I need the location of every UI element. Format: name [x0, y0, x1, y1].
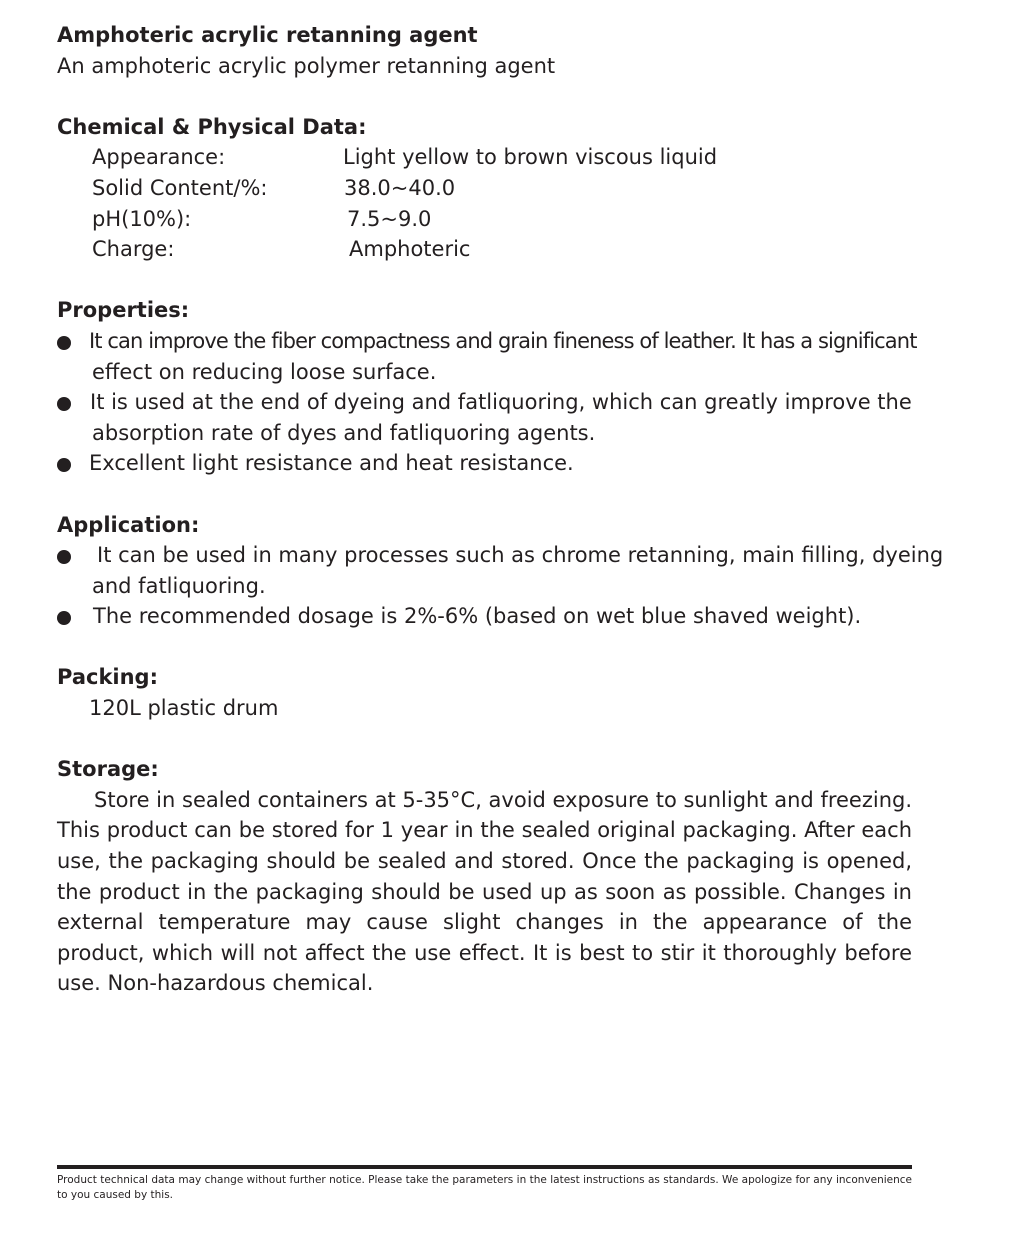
list-item [57, 387, 912, 418]
chemical-heading: Chemical & Physical Data: [57, 114, 367, 139]
data-value: 7.5~9.0 [347, 206, 432, 231]
data-value: 38.0~40.0 [344, 175, 456, 200]
data-row-appearance [57, 142, 912, 173]
list-item-text: Excellent light resistance and heat resistance. [89, 451, 574, 476]
bullet-icon [57, 550, 71, 564]
storage-text: Store in sealed containers at 5-35°C, avoid exposure to sunlight and freezing. This product can be stored for 1 year in the sealed original packaging. After each use, the packaging should be sealed and stored. Once the packaging is opened, the product in the packaging should be used up as soon as possible. Changes in external temperature may cause slight changes in the appearance of the product, which will not affect the use effect. It is best to stir it thoroughly before use. Non-hazardous chemical. [57, 787, 913, 996]
list-item-text: It is used at the end of dyeing and fatliquoring, which can greatly improve the [90, 390, 912, 415]
bullet-icon [57, 611, 71, 625]
data-label: Solid Content/%: [92, 175, 268, 200]
storage-heading: Storage: [57, 757, 159, 782]
storage-paragraph [57, 785, 912, 999]
properties-heading: Properties: [57, 298, 190, 323]
list-item [57, 540, 944, 571]
bullet-icon [57, 458, 71, 472]
product-subtitle: An amphoteric acrylic polymer retanning agent [57, 53, 556, 78]
data-row-solid-content [57, 173, 912, 204]
data-label: Appearance: [92, 145, 226, 170]
packing-heading: Packing: [57, 665, 158, 690]
data-label: pH(10%): [92, 206, 192, 231]
datasheet [57, 20, 944, 999]
list-item [57, 448, 912, 479]
list-item-continuation: and fatliquoring. [92, 573, 266, 598]
packing-text: 120L plastic drum [89, 696, 279, 721]
footer-divider [57, 1165, 912, 1169]
product-title: Amphoteric acrylic retanning agent [57, 23, 478, 47]
data-label: Charge: [92, 237, 175, 262]
data-value: Light yellow to brown viscous liquid [343, 145, 718, 170]
list-item [57, 326, 917, 357]
data-row-ph [57, 204, 912, 235]
list-item [57, 601, 912, 632]
application-heading: Application: [57, 512, 200, 537]
data-value: Amphoteric [349, 237, 471, 262]
list-item-continuation: effect on reducing loose surface. [92, 359, 437, 384]
bullet-icon [57, 336, 71, 350]
list-item-text: It can be used in many processes such as chrome retanning, main filling, dyeing [97, 543, 944, 568]
list-item-text: It can improve the fiber compactness and grain fineness of leather. It has a significant [89, 328, 917, 353]
list-item-text: The recommended dosage is 2%-6% (based on wet blue shaved weight). [93, 604, 862, 629]
data-row-charge [57, 234, 912, 265]
bullet-icon [57, 397, 71, 411]
list-item-continuation: absorption rate of dyes and fatliquoring agents. [92, 420, 596, 445]
footer-disclaimer: Product technical data may change without further notice. Please take the parameters in the latest instructions as standards. We apologize for any inconvenience to you caused by this. [57, 1174, 912, 1201]
